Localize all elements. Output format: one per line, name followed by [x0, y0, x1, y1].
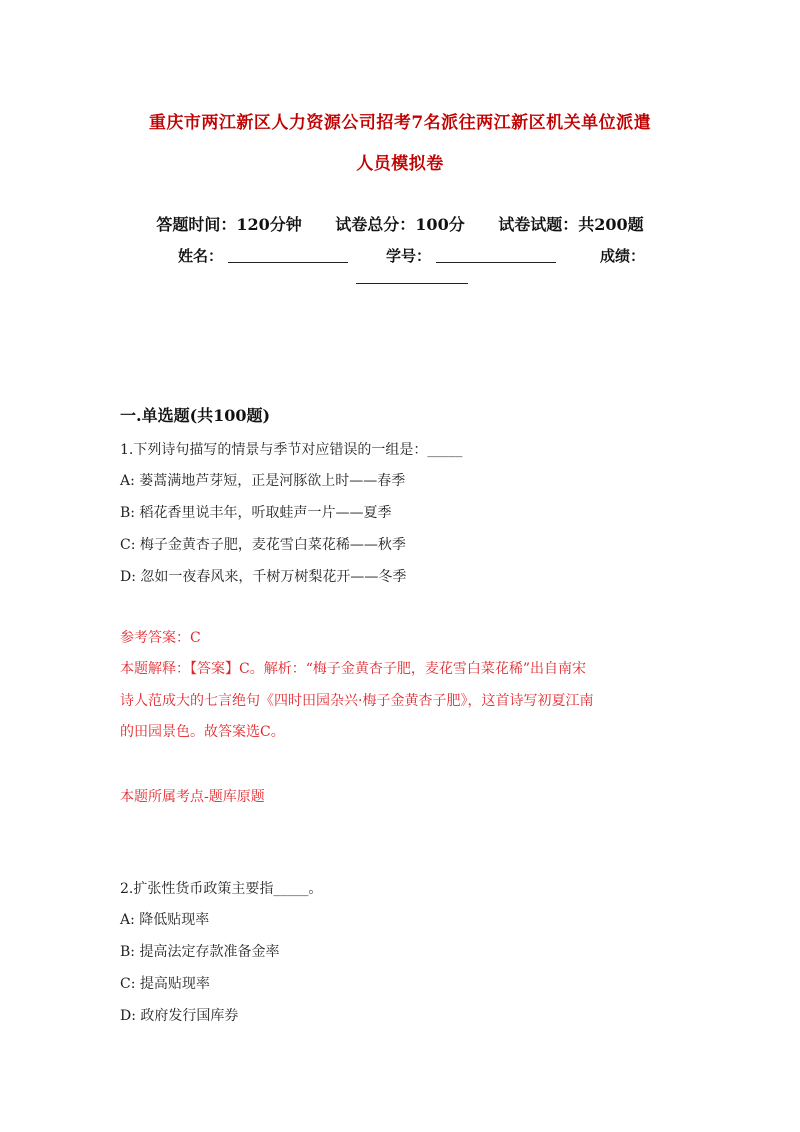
question-1-explanation-line3: 的田园景色。故答案选C。 [120, 724, 285, 740]
exam-title-line2: 人员模拟卷 [356, 154, 444, 174]
question-2-stem: 2.扩张性货币政策主要指_____。 [120, 881, 323, 897]
exam-total-score: 试卷总分：100分 [335, 215, 465, 234]
question-2-option-b: B: 提高法定存款准备金率 [120, 944, 280, 960]
question-1-topic: 本题所属考点-题库原题 [120, 789, 265, 805]
exam-meta [0, 212, 800, 235]
question-1-option-c: C: 梅子金黄杏子肥，麦花雪白菜花稀——秋季 [120, 537, 406, 553]
student-id-label: 学号： [386, 247, 432, 265]
question-1-stem: 1.下列诗句描写的情景与季节对应错误的一组是：_____ [120, 442, 463, 458]
question-1-option-a: A: 蒌蒿满地芦芽短，正是河豚欲上时——春季 [120, 473, 406, 489]
question-2-option-d: D: 政府发行国库券 [120, 1008, 239, 1024]
grade-blank [356, 283, 468, 284]
question-1-option-b: B: 稻花香里说丰年，听取蛙声一片——夏季 [120, 505, 392, 521]
exam-time: 答题时间：120分钟 [156, 215, 302, 234]
question-1-answer: 参考答案：C [120, 630, 201, 646]
question-1-explanation-line1: 本题解释：【答案】C。解析：“梅子金黄杏子肥，麦花雪白菜花稀”出自南宋 [120, 661, 587, 677]
question-2-option-a: A: 降低贴现率 [120, 912, 210, 928]
name-blank [228, 262, 348, 263]
section-title: 一.单选题(共100题) [120, 406, 271, 425]
question-1-option-d: D: 忽如一夜春风来，千树万树梨花开——冬季 [120, 569, 407, 585]
exam-title-line1: 重庆市两江新区人力资源公司招考7名派往两江新区机关单位派遣 [148, 113, 652, 133]
student-id-blank [436, 262, 556, 263]
question-2-option-c: C: 提高贴现率 [120, 976, 210, 992]
grade-label: 成绩： [600, 247, 646, 265]
exam-question-count: 试卷试题：共200题 [498, 215, 644, 234]
question-1-explanation-line2: 诗人范成大的七言绝句《四时田园杂兴·梅子金黄杏子肥》，这首诗写初夏江南 [120, 693, 594, 709]
name-label: 姓名： [178, 247, 224, 265]
